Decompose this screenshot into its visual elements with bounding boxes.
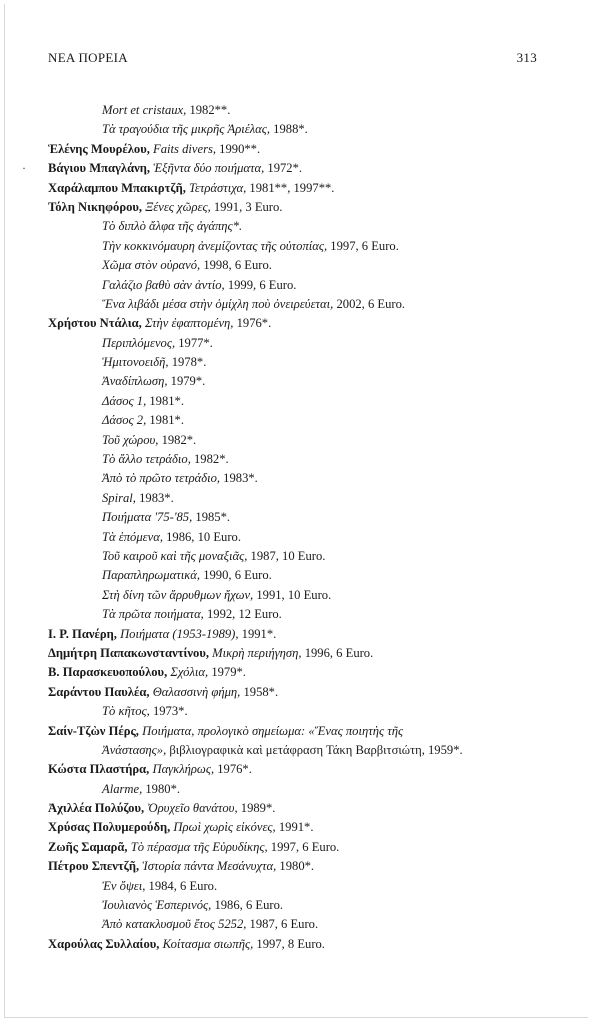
work-title: Ποιήματα '75-'85, <box>102 510 193 525</box>
work-title: Ξένες χῶρες, <box>142 199 211 214</box>
publication-details: 1982**. <box>186 103 231 117</box>
work-title: Τοῦ χώρου, <box>102 432 159 447</box>
work-title: Σχόλια, <box>167 665 209 680</box>
publication-details: 1996, 6 Euro. <box>301 645 374 660</box>
work-title: Faits divers, <box>149 141 217 156</box>
work-title: Πρωὶ χωρὶς εἰκόνες, <box>170 820 276 835</box>
work-title: Στὴ δίνη τῶν ἄρρυθμων ἤχων, <box>102 587 254 602</box>
author-entry <box>0 314 594 333</box>
author-name: Τόλη Νικηφόρου, <box>48 199 143 214</box>
publication-details: 1982*. <box>190 452 229 467</box>
sub-entry <box>0 295 594 314</box>
running-title: ΝΕΑ ΠΟΡΕΙΑ <box>48 50 128 65</box>
publication-details: 1997, 8 Euro. <box>253 936 325 951</box>
work-title: Γαλάζιο βαθὺ σὰν ἀντίο, <box>102 277 225 292</box>
sub-entry <box>0 431 594 450</box>
sub-entry <box>0 372 594 391</box>
publication-details: 1991*. <box>238 626 277 641</box>
author-name: Ζωῆς Σαμαρᾶ, <box>48 839 128 854</box>
publication-details: 1981**, 1997**. <box>246 180 335 195</box>
work-title: Κοίτασμα σιωπῆς, <box>159 936 254 951</box>
author-entry <box>0 760 594 779</box>
author-name: Χαρούλας Συλλαίου, <box>48 936 160 951</box>
work-title: Ἕνα λιβάδι μέσα στὴν ὁμίχλη ποὺ ὀνειρεύεται, <box>102 296 334 311</box>
author-entry <box>0 644 594 663</box>
work-title: Θαλασσινὴ φήμη, <box>149 684 241 699</box>
work-title: Spiral, <box>102 490 136 505</box>
publication-details: 1997, 6 Euro. <box>327 238 399 253</box>
publication-details: 1980*. <box>142 781 181 796</box>
publication-details: 1990, 6 Euro. <box>200 568 272 583</box>
publication-details: 1977*. <box>175 335 213 350</box>
author-entry <box>0 838 594 857</box>
work-title: Ἡμιτονοειδῆ, <box>102 355 169 370</box>
work-title: Ἀνάστασης», <box>102 742 167 757</box>
sub-entry <box>0 566 594 585</box>
publication-details: 1991, 10 Euro. <box>253 587 332 602</box>
publication-details: 1958*. <box>240 684 279 699</box>
work-title: Παγκλήρως, <box>149 762 215 777</box>
author-entry <box>0 625 594 644</box>
author-name: Ι. Ρ. Πανέρη, <box>48 626 117 641</box>
sub-entry <box>0 469 594 488</box>
work-title: Ποιήματα, προλογικὸ σημείωμα: «Ἕνας ποιητὴς τῆς <box>138 723 404 738</box>
sub-entry <box>0 877 594 896</box>
sub-entry <box>0 217 594 236</box>
work-title: Ἐν ὄψει, <box>102 878 146 893</box>
entry-continuation <box>0 741 594 760</box>
sub-entry <box>0 508 594 527</box>
bibliography-list <box>0 101 594 954</box>
author-name: Σαίν-Τζὼν Πέρς, <box>48 723 139 738</box>
page-number: 313 <box>516 50 537 65</box>
page-header <box>48 50 537 66</box>
author-entry <box>0 935 594 954</box>
author-entry <box>0 799 594 818</box>
work-title: Ἑξῆντα δύο ποιήματα, <box>150 161 265 176</box>
work-title: Τὰ ἑπόμενα, <box>102 529 163 544</box>
work-title: Mort et cristaux, <box>102 103 187 117</box>
work-title: Alarme, <box>102 781 143 796</box>
work-title: Δάσος 1, <box>102 393 147 408</box>
work-title: Τὸ πέρασμα τῆς Εὐρυδίκης, <box>127 839 268 854</box>
work-title: Ἀπὸ κατακλυσμοῦ ἔτος 5252, <box>102 917 247 932</box>
publication-details: 1991, 3 Euro. <box>210 199 283 214</box>
publication-details: 1999, 6 Euro. <box>224 277 297 292</box>
author-name: Κώστα Πλαστήρα, <box>48 762 150 777</box>
publication-details: βιβλιογραφικὰ καὶ μετάφραση Τάκη Βαρβιτσιώτη, 1959*. <box>166 742 463 757</box>
publication-details: 1989*. <box>237 801 276 816</box>
work-title: Χῶμα στὸν οὐρανό, <box>102 258 201 273</box>
publication-details: 1997, 6 Euro. <box>267 839 340 854</box>
author-name: Χρύσας Πολυμερούδη, <box>48 820 171 835</box>
sub-entry <box>0 605 594 624</box>
publication-details: 1980*. <box>276 859 315 874</box>
margin-mark: · <box>22 161 26 176</box>
publication-details: 2002, 6 Euro. <box>333 296 406 311</box>
publication-details: 1981*. <box>146 393 184 408</box>
sub-entry <box>0 101 594 120</box>
work-title: Τὸ κῆτος, <box>102 704 150 719</box>
work-title: Δάσος 2, <box>102 413 147 428</box>
publication-details: 1976*. <box>233 316 272 331</box>
work-title: Τὴν κοκκινόμαυρη ἀνεμίζοντας τῆς οὐτοπίας, <box>102 238 328 253</box>
sub-entry <box>0 120 594 139</box>
publication-details: 1992, 12 Euro. <box>203 607 282 622</box>
publication-details: 1986, 10 Euro. <box>162 529 241 544</box>
publication-details: 1979*. <box>208 665 246 680</box>
publication-details: 1988*. <box>270 122 308 137</box>
work-title: Στὴν ἐφαπτομένη, <box>141 316 234 331</box>
sub-entry <box>0 276 594 295</box>
publication-details: 1985*. <box>192 510 231 525</box>
author-name: Βάγιου Μπαγλάνη, <box>48 161 151 176</box>
work-title: Τοῦ καιροῦ καὶ τῆς μοναξιᾶς, <box>102 548 248 563</box>
sub-entry <box>0 702 594 721</box>
sub-entry <box>0 489 594 508</box>
author-entry <box>0 198 594 217</box>
sub-entry <box>0 547 594 566</box>
publication-details: 1984, 6 Euro. <box>145 878 218 893</box>
publication-details: 1998, 6 Euro. <box>200 258 272 273</box>
sub-entry <box>0 334 594 353</box>
work-title: Ἀναδίπλωση, <box>102 374 168 389</box>
sub-entry <box>0 896 594 915</box>
sub-entry <box>0 915 594 934</box>
work-title: Περιπλόμενος, <box>102 335 176 350</box>
publication-details: 1972*. <box>264 161 303 176</box>
work-title: Ἀπὸ τὸ πρῶτο τετράδιο, <box>102 471 221 486</box>
sub-entry <box>0 237 594 256</box>
author-entry <box>0 663 594 682</box>
author-name: Δημήτρη Παπακωνσταντίνου, <box>48 645 210 660</box>
work-title: Ὀρυχεῖο θανάτου, <box>144 801 238 816</box>
author-entry <box>0 818 594 837</box>
author-entry <box>0 722 594 741</box>
publication-details: 1983*. <box>220 471 258 486</box>
publication-details: 1982*. <box>158 432 197 447</box>
sub-entry <box>0 780 594 799</box>
sub-entry <box>0 450 594 469</box>
publication-details: 1990**. <box>216 141 261 156</box>
work-title: Τετράστιχα, <box>185 180 247 195</box>
author-name: Πέτρου Σπεντζῆ, <box>48 859 140 874</box>
sub-entry <box>0 528 594 547</box>
author-name: Ἑλένης Μουρέλου, <box>48 141 150 156</box>
work-title: Τὸ ἄλλο τετράδιο, <box>102 452 191 467</box>
work-title: Τὰ πρῶτα ποιήματα, <box>102 607 204 622</box>
publication-details: 1987, 6 Euro. <box>246 917 319 932</box>
author-entry <box>0 140 594 159</box>
author-name: Χρήστου Ντάλια, <box>48 316 142 331</box>
author-entry <box>0 683 594 702</box>
author-name: Β. Παρασκευοπούλου, <box>48 665 168 680</box>
work-title: Ἰουλιανὸς Ἑσπερινός, <box>102 898 212 913</box>
publication-details: 1986, 6 Euro. <box>211 898 284 913</box>
sub-entry <box>0 256 594 275</box>
sub-entry <box>0 411 594 430</box>
publication-details: 1973*. <box>149 704 188 719</box>
work-title: Ἱστορία πάντα Μεσάνυχτα, <box>139 859 277 874</box>
sub-entry <box>0 353 594 372</box>
sub-entry <box>0 392 594 411</box>
publication-details: 1979*. <box>167 374 206 389</box>
author-entry <box>0 159 594 178</box>
work-title: Ποιήματα (1953-1989), <box>116 626 239 641</box>
publication-details: 1983*. <box>135 490 174 505</box>
author-entry <box>0 179 594 198</box>
author-name: Ἀχιλλέα Πολύζου, <box>48 801 145 816</box>
author-name: Σαράντου Παυλέα, <box>48 684 150 699</box>
publication-details: 1987, 10 Euro. <box>247 548 326 563</box>
work-title: Τὸ διπλὸ ἄλφα τῆς ἀγάπης*. <box>102 219 243 234</box>
sub-entry <box>0 586 594 605</box>
author-entry <box>0 857 594 876</box>
publication-details: 1976*. <box>214 762 252 777</box>
work-title: Μικρὴ περιήγηση, <box>209 645 302 660</box>
work-title: Τὰ τραγούδια τῆς μικρῆς Ἀριέλας, <box>102 122 271 137</box>
publication-details: 1978*. <box>168 355 207 370</box>
author-name: Χαράλαμπου Μπακιρτζῆ, <box>48 180 186 195</box>
publication-details: 1981*. <box>146 413 184 428</box>
work-title: Παραπληρωματικά, <box>102 568 201 583</box>
publication-details: 1991*. <box>275 820 314 835</box>
